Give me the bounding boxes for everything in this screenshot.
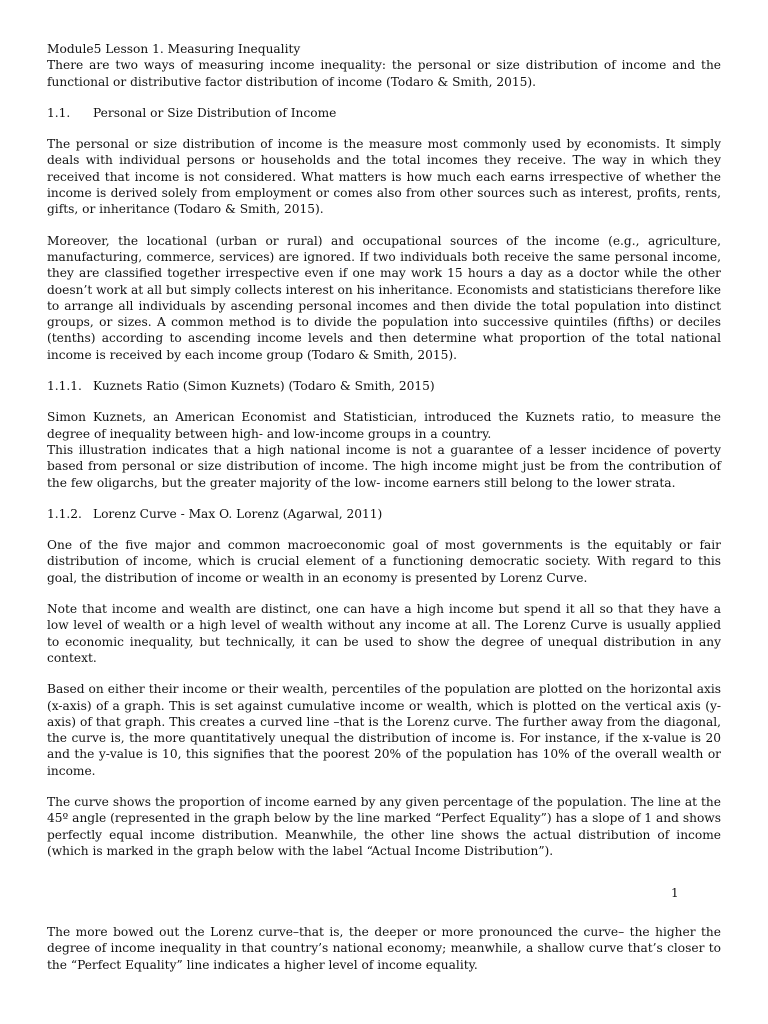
section-heading-1-1-2 [47,506,721,522]
paragraph-personal-distribution: The personal or size distribution of income is the measure most commonly used by economists. It simply deals with individual persons or households and the total incomes they receive. The way in which they received that income is not considered. What matters is how much each earns irrespective of whether the income is derived solely from employment or comes also from other sources such as interest, profits, rents, gifts, or inheritance (Todaro & Smith, 2015). [47,137,721,217]
paragraph-kuznets-intro: Simon Kuznets, an American Economist and Statistician, introduced the Kuznets ratio, to measure the degree of inequality between high- and low-income groups in a country. [47,410,721,441]
paragraph-kuznets-illustration: This illustration indicates that a high national income is not a guarantee of a lesser incidence of poverty based from personal or size distribution of income. The high income might just be from the contribution of the few oligarchs, but the greater majority of the low- income earners still belong to the lower strata. [47,442,721,490]
paragraph-curve-proportion: The curve shows the proportion of income earned by any given percentage of the population. The line at the 45º angle (represented in the graph below by the line marked “Perfect Equality”) has a slope of 1 and shows perfectly equal income distribution. Meanwhile, the other line shows the actual distribution of income (which is marked in the graph below with the label “Actual Income Distribution”). [47,794,721,858]
paragraph-bowed-curve: The more bowed out the Lorenz curve–that is, the deeper or more pronounced the curve– the higher the degree of income inequality in that country’s national economy; meanwhile, a shallow curve that’s closer to the “Perfect Equality” line indicates a higher level of income equality. [47,925,721,972]
document-page [47,41,721,859]
section-number: 1.1.2. [47,506,82,521]
next-page-content [47,924,721,973]
section-heading-1-1 [47,105,721,121]
section-heading-1-1-1 [47,378,721,394]
paragraph-percentiles: Based on either their income or their wealth, percentiles of the population are plotted on the horizontal axis (x-axis) of a graph. This is set against cumulative income or wealth, which is plotted on the vertical axis (y-axis) of that graph. This creates a curved line –that is the Lorenz curve. The further away from the diagonal, the curve is, the more quantitatively unequal the distribution of income is. For instance, if the x-value is 20 and the y-value is 10, this signifies that the poorest 20% of the population has 10% of the overall wealth or income. [47,682,721,778]
document-title: Module5 Lesson 1. Measuring Inequality [47,42,301,56]
paragraph-locational-sources: Moreover, the locational (urban or rural) and occupational sources of the income (e.g., agriculture, manufacturing, commerce, services) are ignored. If two individuals both receive the same personal income, they are classified together irrespective even if one may work 15 hours a day as a doctor while the other doesn’t work at all but simply collects interest on his inheritance. Economists and statisticians therefore like to arrange all individuals by ascending personal incomes and then divide the total population into distinct groups, or sizes. A common method is to divide the population into successive quintiles (fifths) or deciles (tenths) according to ascending income levels and then determine what proportion of the total national income is received by each income group (Todaro & Smith, 2015). [47,233,721,362]
section-title: Lorenz Curve - Max O. Lorenz (Agarwal, 2011) [93,506,383,521]
paragraph-income-wealth: Note that income and wealth are distinct, one can have a high income but spend it all so that they have a low level of wealth or a high level of wealth without any income at all. The Lorenz Curve is usually applied to economic inequality, but technically, it can be used to show the degree of unequal distribution in any context. [47,602,721,665]
intro-paragraph: There are two ways of measuring income inequality: the personal or size distribution of income and the functional or distributive factor distribution of income (Todaro & Smith, 2015). [47,58,721,89]
section-title: Kuznets Ratio (Simon Kuznets) (Todaro & Smith, 2015) [93,379,435,394]
section-number: 1.1. [47,105,71,120]
page-number: 1 [671,886,679,900]
paragraph-lorenz-goal: One of the five major and common macroeconomic goal of most governments is the equitably or fair distribution of income, which is crucial element of a functioning democratic society. With regard to this goal, the distribution of income or wealth in an economy is presented by Lorenz Curve. [47,538,721,585]
section-title: Personal or Size Distribution of Income [93,105,337,120]
section-number: 1.1.1. [47,379,82,394]
